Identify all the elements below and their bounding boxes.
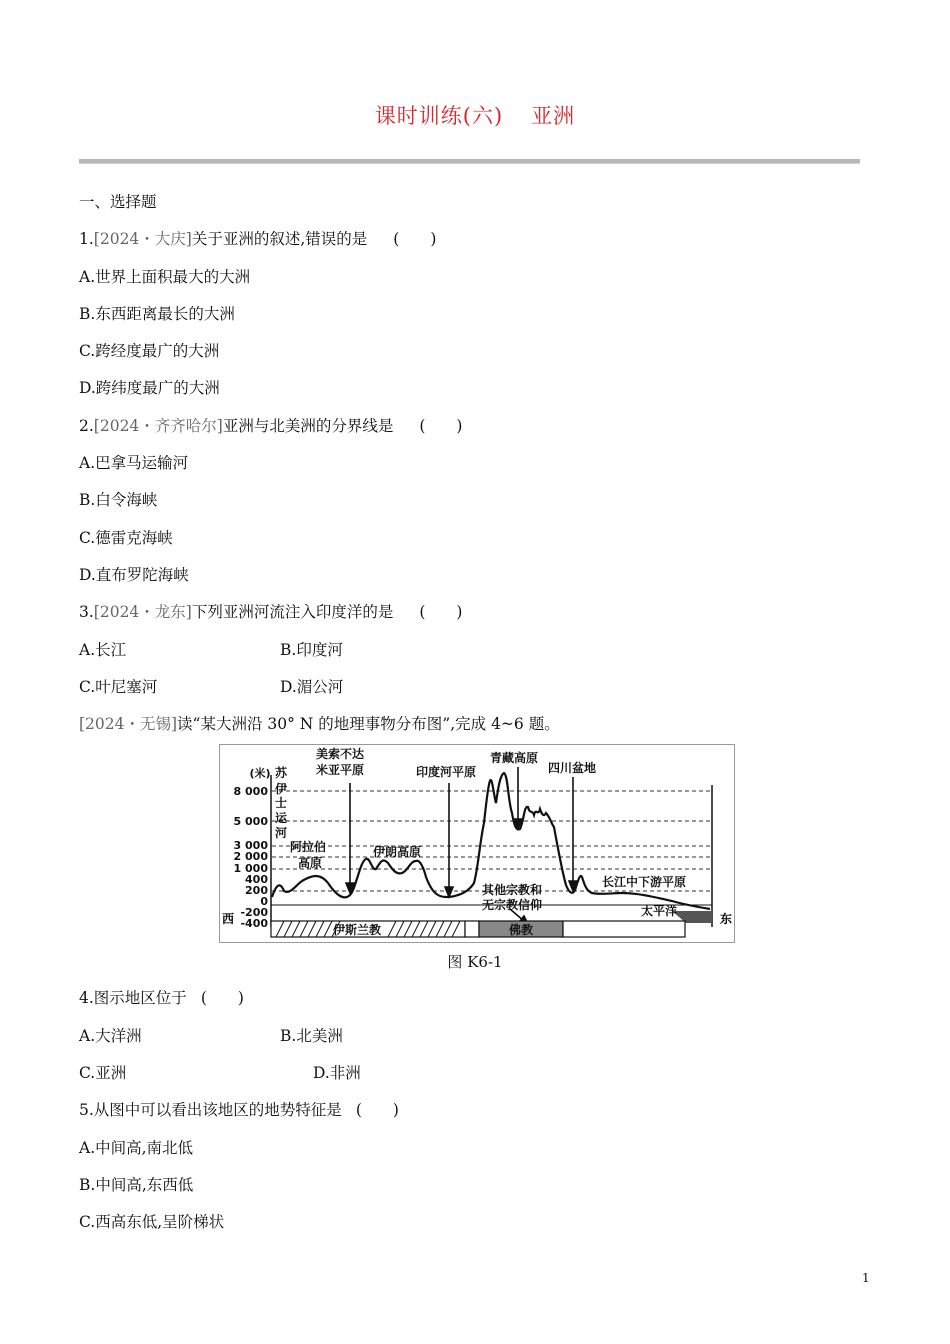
title-main: 课时训练(六) bbox=[374, 104, 504, 128]
label-mesopotamia: 米亚平原 bbox=[316, 763, 365, 777]
page-title bbox=[0, 100, 950, 130]
answer-bracket[interactable]: ( ) bbox=[393, 230, 437, 248]
terrain-profile-svg bbox=[220, 745, 734, 942]
label-mesopotamia: 美索不达 bbox=[316, 747, 365, 761]
y-tick: 3 000 bbox=[233, 839, 268, 852]
terrain-profile-figure bbox=[219, 744, 735, 943]
question-1: 1.[2024・大庆]关于亚洲的叙述,错误的是 ( ) bbox=[79, 230, 437, 248]
label-iranian-plateau: 伊朗高原 bbox=[373, 845, 422, 859]
y-tick: 400 bbox=[245, 873, 268, 886]
west-label: 西 bbox=[222, 912, 235, 926]
y-tick: -400 bbox=[240, 917, 268, 930]
question-5: 5.从图中可以看出该地区的地势特征是 ( ) bbox=[79, 1101, 399, 1119]
answer-bracket[interactable]: ( ) bbox=[355, 1101, 399, 1119]
label-pacific-ocean: 太平洋 bbox=[641, 904, 678, 918]
question-4: 4.图示地区位于 ( ) bbox=[79, 989, 244, 1007]
option-a[interactable]: A.巴拿马运输河 bbox=[79, 454, 189, 472]
y-tick: 0 bbox=[260, 895, 268, 908]
section-heading: 一、选择题 bbox=[79, 193, 157, 211]
question-stem: 从图中可以看出该地区的地势特征是 bbox=[93, 1101, 342, 1119]
option-c[interactable]: C.亚洲 bbox=[79, 1064, 127, 1082]
y-tick: 5 000 bbox=[233, 815, 268, 828]
label-suez-canal: 苏 bbox=[275, 766, 288, 780]
label-other-religion: 其他宗教和 bbox=[482, 883, 543, 897]
answer-bracket[interactable]: ( ) bbox=[419, 417, 463, 435]
label-arabian-plateau: 阿拉伯 bbox=[290, 840, 327, 854]
option-b[interactable]: B.北美洲 bbox=[280, 1027, 343, 1045]
question-stem: 亚洲与北美洲的分界线是 bbox=[222, 417, 394, 435]
label-indus-plain: 印度河平原 bbox=[416, 765, 477, 779]
label-suez-canal: 河 bbox=[275, 826, 288, 840]
y-tick: 2 000 bbox=[233, 850, 268, 863]
question-3: 3.[2024・龙东]下列亚洲河流注入印度洋的是 ( ) bbox=[79, 603, 463, 621]
y-tick: 200 bbox=[245, 884, 268, 897]
label-yangtze-plain: 长江中下游平原 bbox=[602, 875, 687, 889]
label-islam: 伊斯兰教 bbox=[333, 923, 382, 937]
y-axis-ticks bbox=[234, 766, 271, 930]
y-tick: 1 000 bbox=[233, 862, 268, 875]
option-d[interactable]: D.非洲 bbox=[313, 1064, 361, 1082]
option-d[interactable]: D.跨纬度最广的大洲 bbox=[79, 379, 220, 397]
option-b[interactable]: B.白令海峡 bbox=[79, 491, 158, 509]
religion-bar-other bbox=[563, 921, 685, 937]
label-buddhism: 佛教 bbox=[509, 923, 534, 937]
question-stem: 图示地区位于 bbox=[93, 989, 187, 1007]
question-source: [2024・齐齐哈尔] bbox=[93, 417, 223, 435]
religion-bar-gap bbox=[465, 921, 479, 937]
option-c[interactable]: C.叶尼塞河 bbox=[79, 678, 158, 696]
label-other-religion: 无宗教信仰 bbox=[482, 898, 543, 912]
title-sub: 亚洲 bbox=[531, 104, 576, 128]
question-source: [2024・大庆] bbox=[93, 230, 192, 248]
label-suez-canal: 运 bbox=[275, 811, 288, 825]
figure-caption: 图 K6-1 bbox=[447, 953, 503, 971]
title-divider bbox=[79, 159, 860, 164]
label-suez-canal: 士 bbox=[275, 796, 288, 810]
question-group-intro: [2024・无锡]读“某大洲沿 30° N 的地理事物分布图”,完成 4~6 题。 bbox=[79, 715, 560, 733]
label-sichuan-basin: 四川盆地 bbox=[548, 761, 597, 775]
y-tick: -200 bbox=[240, 906, 268, 919]
label-tibet-plateau: 青藏高原 bbox=[490, 751, 539, 765]
answer-bracket[interactable]: ( ) bbox=[419, 603, 463, 621]
label-arabian-plateau: 高原 bbox=[298, 856, 323, 870]
question-2: 2.[2024・齐齐哈尔]亚洲与北美洲的分界线是 ( ) bbox=[79, 417, 463, 435]
question-source: [2024・无锡] bbox=[79, 715, 178, 733]
option-b[interactable]: B.东西距离最长的大洲 bbox=[79, 305, 235, 323]
option-a[interactable]: A.大洋洲 bbox=[79, 1027, 142, 1045]
option-a[interactable]: A.世界上面积最大的大洲 bbox=[79, 268, 251, 286]
label-suez-canal: 伊 bbox=[275, 782, 288, 796]
option-c[interactable]: C.西高东低,呈阶梯状 bbox=[79, 1213, 225, 1231]
option-c[interactable]: C.跨经度最广的大洲 bbox=[79, 342, 220, 360]
option-a[interactable]: A.长江 bbox=[79, 641, 127, 659]
page-number: 1 bbox=[862, 1271, 870, 1285]
east-label: 东 bbox=[720, 912, 733, 926]
option-b[interactable]: B.印度河 bbox=[280, 641, 343, 659]
option-b[interactable]: B.中间高,东西低 bbox=[79, 1176, 194, 1194]
question-stem: 下列亚洲河流注入印度洋的是 bbox=[191, 603, 394, 621]
question-stem: 关于亚洲的叙述,错误的是 bbox=[191, 230, 368, 248]
option-d[interactable]: D.湄公河 bbox=[280, 678, 344, 696]
option-c[interactable]: C.德雷克海峡 bbox=[79, 529, 173, 547]
answer-bracket[interactable]: ( ) bbox=[200, 989, 244, 1007]
y-tick: 8 000 bbox=[233, 785, 268, 798]
y-axis-unit: (米) bbox=[249, 767, 271, 780]
option-d[interactable]: D.直布罗陀海峡 bbox=[79, 566, 189, 584]
question-source: [2024・龙东] bbox=[93, 603, 192, 621]
option-a[interactable]: A.中间高,南北低 bbox=[79, 1139, 194, 1157]
